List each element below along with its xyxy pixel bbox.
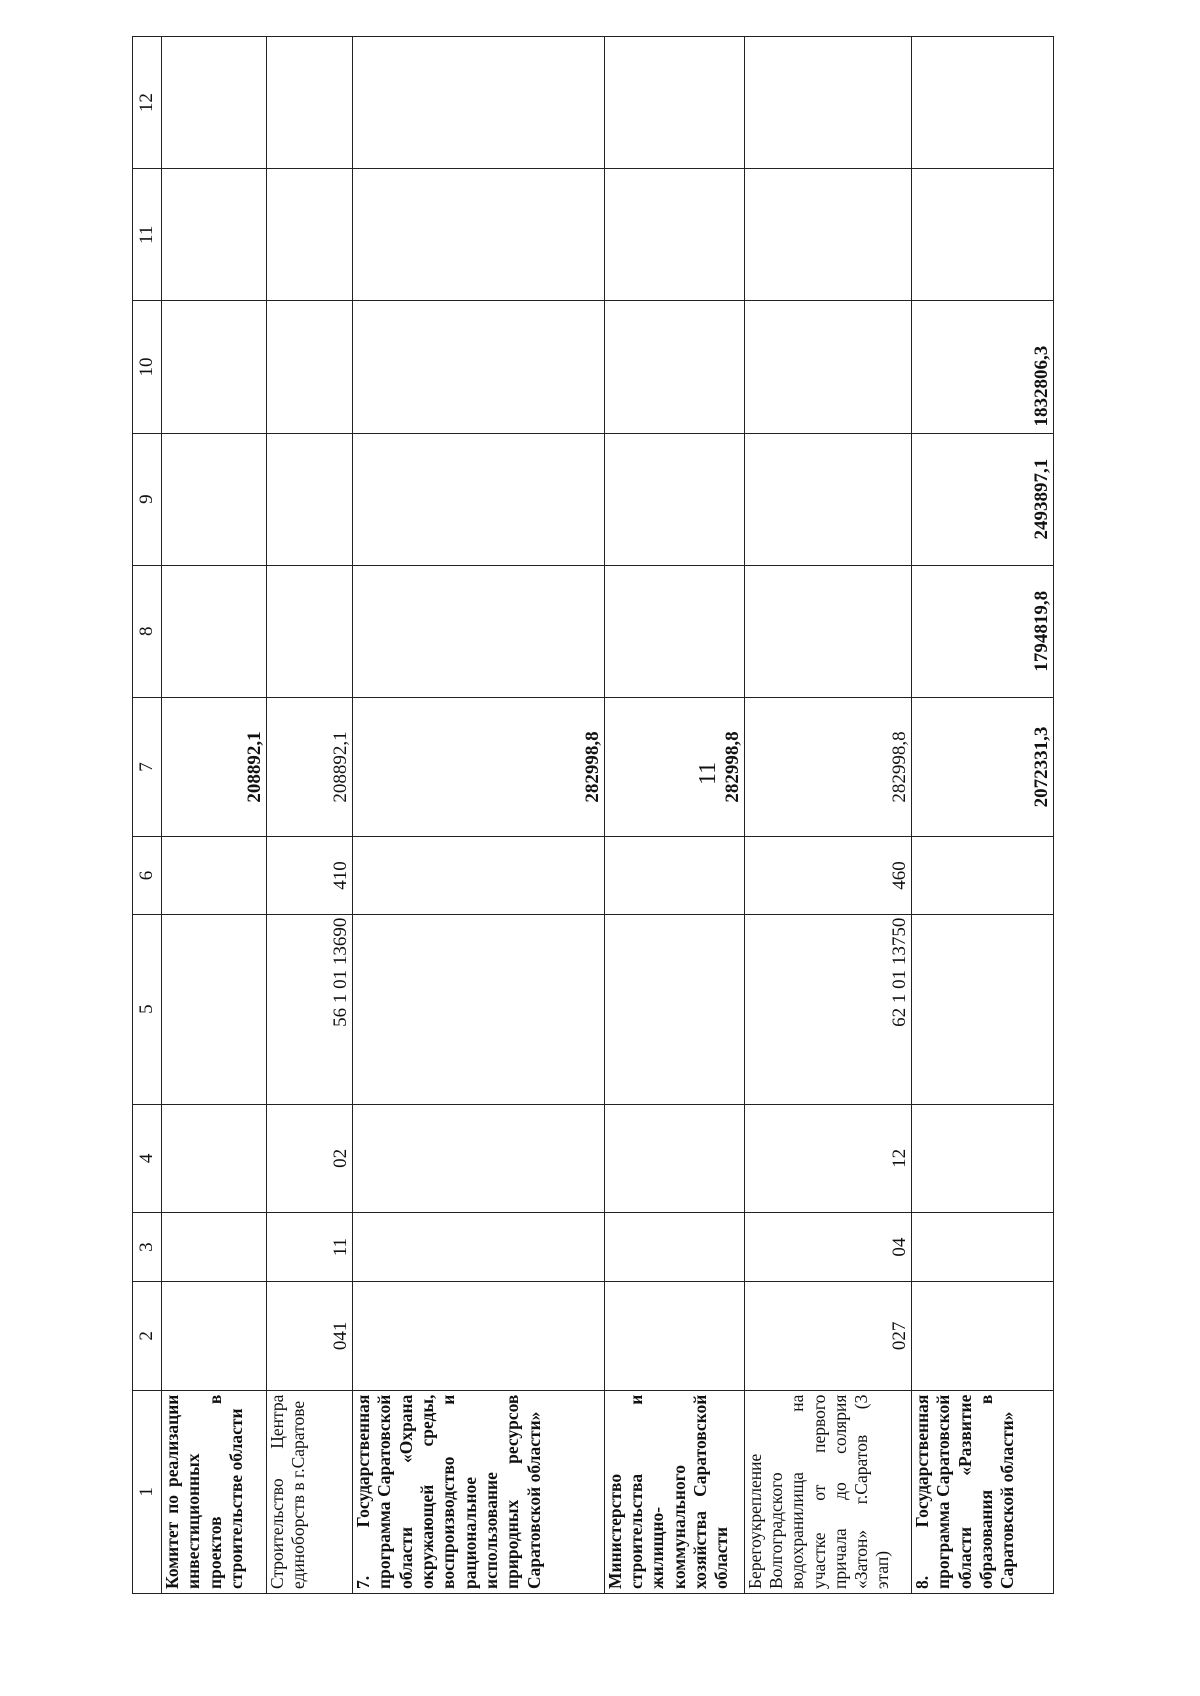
cell: 1794819,8: [912, 565, 1054, 697]
cell: 62 1 01 13750: [744, 914, 912, 1104]
cell: 027: [744, 1282, 912, 1390]
cell: [162, 914, 267, 1104]
cell: [604, 433, 744, 565]
budget-table-sheet: [132, 36, 1054, 1594]
budget-table: [132, 36, 1054, 1594]
column-header: 10: [133, 301, 162, 433]
cell: 208892,1: [162, 697, 267, 836]
cell: [162, 1213, 267, 1282]
cell: [162, 169, 267, 301]
cell: [604, 837, 744, 914]
cell: [353, 1213, 605, 1282]
table-row: [266, 37, 352, 1594]
cell: 041: [266, 1282, 352, 1390]
cell: [266, 565, 352, 697]
cell: 1832806,3: [912, 301, 1054, 433]
cell: 460: [744, 837, 912, 914]
cell: [162, 433, 267, 565]
cell: [353, 914, 605, 1104]
column-header: 11: [133, 169, 162, 301]
column-header: 12: [133, 37, 162, 169]
cell: [353, 301, 605, 433]
cell: [912, 914, 1054, 1104]
row-name: Комитет по реализации инвестиционных проектов в строительстве области: [162, 1390, 267, 1593]
cell: [912, 1213, 1054, 1282]
table-row: [162, 37, 267, 1594]
column-header: 6: [133, 837, 162, 914]
cell: [744, 37, 912, 169]
table-row: [353, 37, 605, 1594]
cell: [604, 914, 744, 1104]
cell: [604, 1104, 744, 1212]
cell: [266, 37, 352, 169]
cell: 2493897,1: [912, 433, 1054, 565]
cell: [604, 565, 744, 697]
cell: [353, 169, 605, 301]
column-header: 3: [133, 1213, 162, 1282]
column-header: 4: [133, 1104, 162, 1212]
table-row: [744, 37, 912, 1594]
cell: [604, 301, 744, 433]
cell: [162, 1282, 267, 1390]
cell: 04: [744, 1213, 912, 1282]
cell: 208892,1: [266, 697, 352, 836]
cell: [744, 169, 912, 301]
cell: [912, 37, 1054, 169]
table-row: [604, 37, 744, 1594]
cell: 11: [266, 1213, 352, 1282]
cell: [162, 301, 267, 433]
cell: [912, 1282, 1054, 1390]
cell: 282998,8: [353, 697, 605, 836]
cell: [744, 301, 912, 433]
cell: [162, 837, 267, 914]
cell: 282998,8: [744, 697, 912, 836]
cell: 56 1 01 13690: [266, 914, 352, 1104]
cell: 12: [744, 1104, 912, 1212]
table-row: [912, 37, 1054, 1594]
row-name: Строительство Центра единоборств в г.Саратове: [266, 1390, 352, 1593]
page-number: 11: [695, 761, 721, 785]
cell: [604, 37, 744, 169]
row-name: Берегоукрепление Волгоградского водохранилища на участке от первого причала до солярия «Затон» г.Саратов (3 этап): [744, 1390, 912, 1593]
row-name: 7. Государственная программа Саратовской области «Охрана окружающей среды, воспроизводство и рациональное использование природных ресурсов Саратовской области»: [353, 1390, 605, 1593]
row-name: 8. Государственная программа Саратовской области «Развитие образования в Саратовской области»: [912, 1390, 1054, 1593]
cell: [353, 565, 605, 697]
cell: [162, 37, 267, 169]
cell: [266, 433, 352, 565]
cell: [266, 301, 352, 433]
column-header: 8: [133, 565, 162, 697]
column-header: 1: [133, 1390, 162, 1593]
cell: [604, 1213, 744, 1282]
cell: [162, 1104, 267, 1212]
column-header: 5: [133, 914, 162, 1104]
cell: [604, 1282, 744, 1390]
column-header: 7: [133, 697, 162, 836]
column-header: 9: [133, 433, 162, 565]
cell: [604, 169, 744, 301]
cell: [162, 565, 267, 697]
column-header: 2: [133, 1282, 162, 1390]
cell: [353, 433, 605, 565]
cell: [266, 169, 352, 301]
cell: 282998,8: [604, 697, 744, 836]
cell: [353, 1282, 605, 1390]
cell: [912, 1104, 1054, 1212]
cell: [353, 37, 605, 169]
cell: [912, 837, 1054, 914]
cell: [912, 169, 1054, 301]
cell: [744, 565, 912, 697]
cell: [744, 433, 912, 565]
cell: [353, 837, 605, 914]
header-row: [133, 37, 162, 1594]
cell: 02: [266, 1104, 352, 1212]
cell: 2072331,3: [912, 697, 1054, 836]
cell: [353, 1104, 605, 1212]
row-name: Министерство строительства и жилищно-коммунального хозяйства Саратовской области: [604, 1390, 744, 1593]
cell: 410: [266, 837, 352, 914]
